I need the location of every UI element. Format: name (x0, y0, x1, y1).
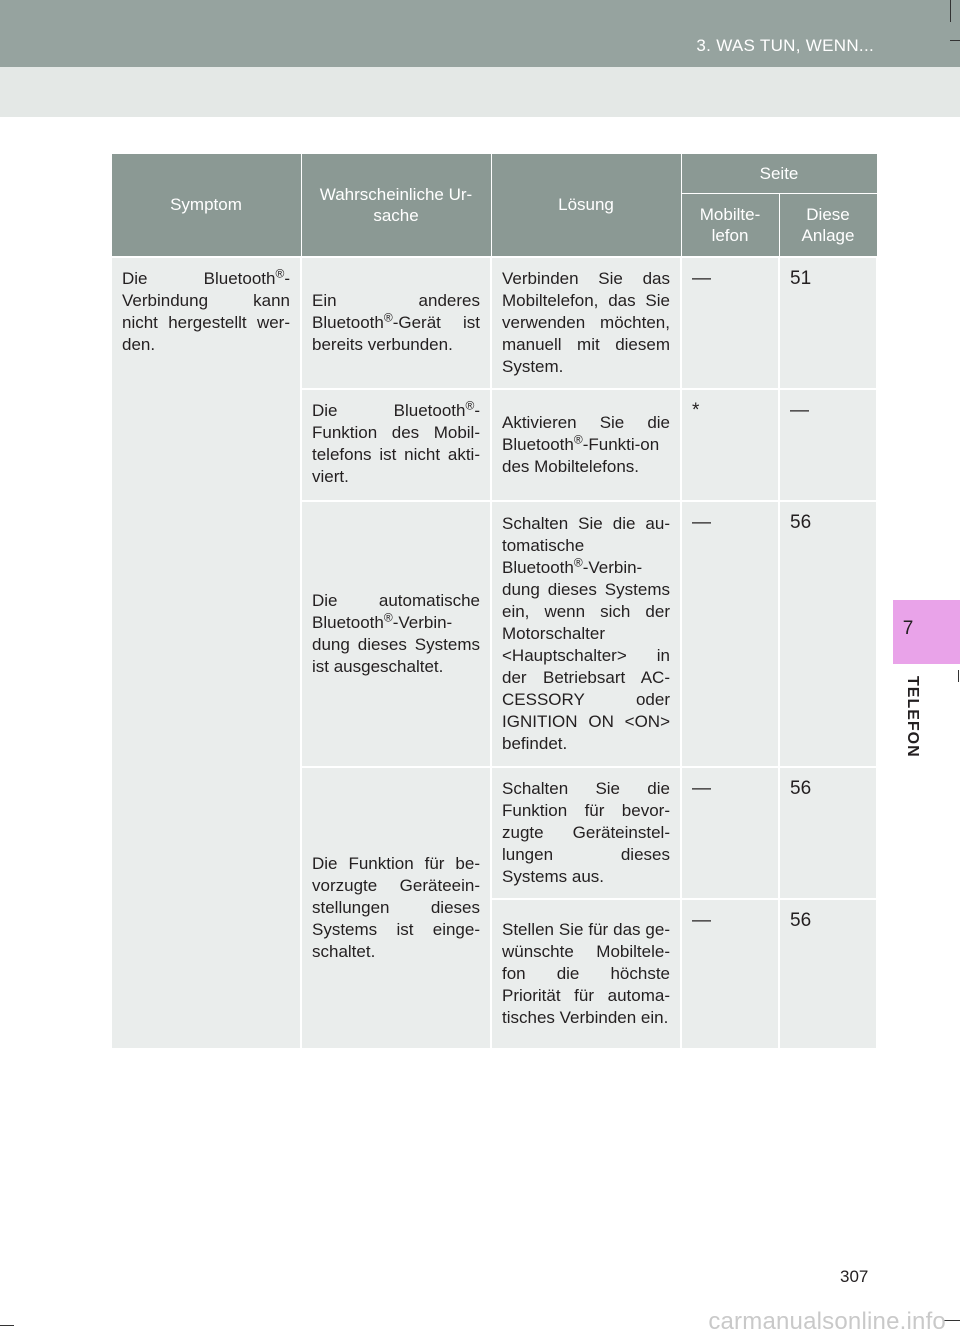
solution-cell: Stellen Sie für das ge-wünschte Mobiltele-fon die höchste Priorität für automa-tisches Verbinden ein. (491, 899, 681, 1049)
watermark: carmanualsonline.info (708, 1308, 946, 1335)
system-page-cell: 56 (779, 767, 877, 899)
header-system: Diese Anlage (779, 194, 877, 257)
crop-mark (950, 40, 960, 41)
registered-mark: ® (573, 554, 583, 569)
cause-cell: Die Bluetooth®-Funktion des Mobil-telefons ist nicht akti-viert. (301, 389, 491, 501)
registered-mark: ® (573, 431, 583, 446)
system-page-cell: 56 (779, 501, 877, 767)
cause-cell: Die automatische Bluetooth®-Verbin-dung dieses Systems ist ausgeschaltet. (301, 501, 491, 767)
crop-mark (950, 0, 951, 22)
system-page-cell: 56 (779, 899, 877, 1049)
mobile-page-cell: — (681, 257, 779, 389)
registered-mark: ® (383, 309, 393, 324)
mobile-page-cell: — (681, 767, 779, 899)
mobile-page-cell: — (681, 899, 779, 1049)
mobile-page-cell: * (681, 389, 779, 501)
system-page-cell: — (779, 389, 877, 501)
section-title: 3. WAS TUN, WENN... (696, 36, 874, 55)
header-page: Seite (681, 154, 877, 194)
page-number: 307 (840, 1267, 869, 1286)
crop-mark (0, 1325, 14, 1326)
cause-cell: Ein anderes Bluetooth®-Gerät ist bereits verbunden. (301, 257, 491, 389)
cause-cell: Die Funktion für be-vorzugte Geräteein-stellungen dieses Systems ist einge-schaltet. (301, 767, 491, 1049)
chapter-number: 7 (902, 618, 914, 639)
header-solution: Lösung (491, 154, 681, 257)
solution-cell: Schalten Sie die Funktion für bevor-zugte Geräteinstel-lungen dieses Systems aus. (491, 767, 681, 899)
mobile-page-cell: — (681, 501, 779, 767)
chapter-label: TELEFON (904, 676, 921, 758)
registered-mark: ® (275, 265, 285, 280)
registered-mark: ® (465, 397, 475, 412)
troubleshooting-table (110, 153, 878, 1050)
system-page-cell: 51 (779, 257, 877, 389)
header-mobile: Mobilte-lefon (681, 194, 779, 257)
symptom-cell: Die Bluetooth®-Verbindung kann nicht hergestellt wer-den. (111, 257, 301, 1049)
header-symptom: Symptom (111, 154, 301, 257)
crop-mark (958, 670, 959, 682)
header-subband (0, 67, 960, 117)
header-band (0, 0, 960, 67)
solution-cell: Schalten Sie die au-tomatische Bluetooth®-Verbin-dung dieses Systems ein, wenn sich der Motorschalter <Hauptschalter> in der Betriebsart AC-CESSORY oder IGNITION ON <ON> befindet. (491, 501, 681, 767)
registered-mark: ® (383, 609, 393, 624)
table-row (111, 257, 877, 389)
solution-cell: Verbinden Sie das Mobiltelefon, das Sie verwenden möchten, manuell mit diesem System. (491, 257, 681, 389)
solution-cell: Aktivieren Sie die Bluetooth®-Funkti-on des Mobiltelefons. (491, 389, 681, 501)
crop-mark (944, 1320, 960, 1321)
header-cause: Wahrscheinliche Ur-sache (301, 154, 491, 257)
